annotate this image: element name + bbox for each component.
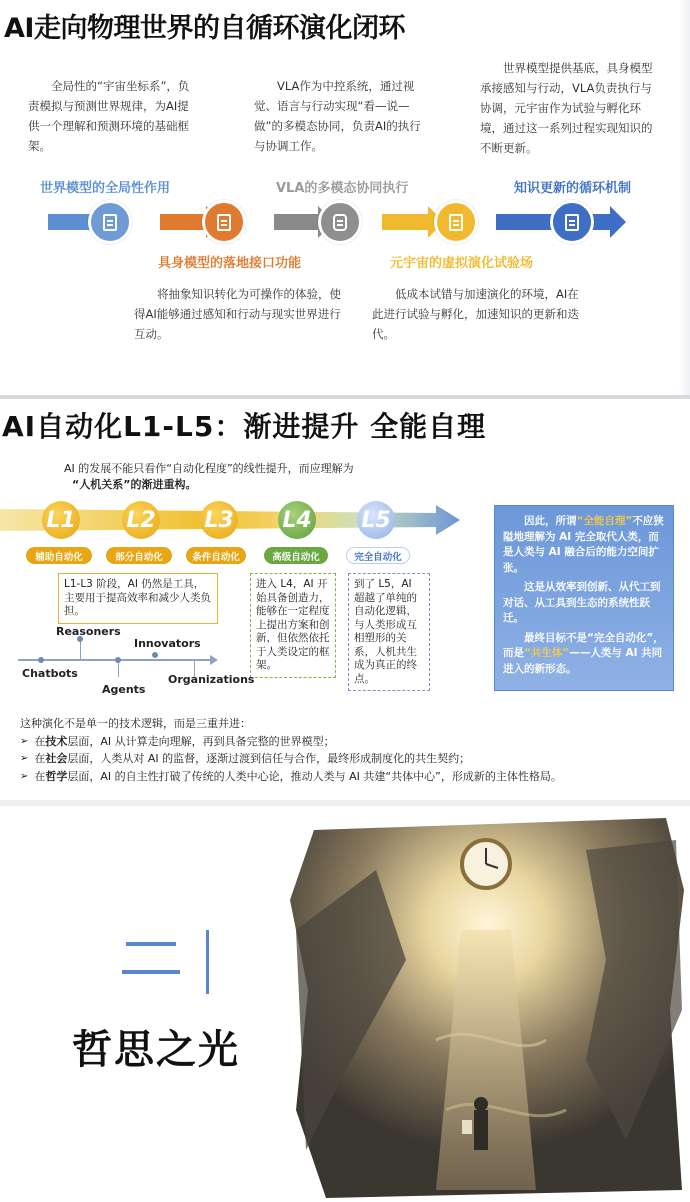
arrow-bullet-icon: ➢ — [20, 770, 29, 782]
timeline-label: Agents — [102, 683, 146, 696]
note-l4: 进入 L4，AI 开始具备创造力，能够在一定程度上提出方案和创新，但依然依托于人类设定的框架。 — [250, 573, 336, 678]
flow-segment — [274, 214, 320, 230]
list-item-keyword: 技术 — [45, 734, 68, 748]
intro-text — [64, 461, 354, 493]
timeline-stem — [80, 639, 81, 659]
conclusion-p3-c: ——人类与 AI 共同进入的新形态。 — [503, 647, 663, 675]
page-edge-shadow — [680, 0, 690, 395]
arrow-bullet-icon: ➢ — [20, 753, 29, 764]
note-l1-l3: L1-L3 阶段，AI 仍然是工具，主要用于提高效率和减少人类负担。 — [58, 573, 218, 624]
vla-description: VLA作为中控系统，通过视觉、语言与行动实现“看—说—做”的多模态协同，负责AI的执行与协调工作。 — [254, 79, 421, 153]
highlight-full-autonomy: “全能自理” — [576, 515, 633, 527]
conclusion-box — [494, 505, 674, 691]
intro-line-1: AI 的发展不能只看作“自动化程度”的线性提升，而应理解为 — [64, 462, 354, 475]
knowledge-update-description: 世界模型提供基底，具身模型承接感知与行动，VLA负责执行与协调，元宇宙作为试验与孵化环境，通过这一系列过程实现知识的不断更新。 — [480, 61, 653, 155]
section-automation-levels — [0, 399, 690, 800]
list-item-pre: 在 — [34, 769, 46, 783]
list-item-keyword: 社会 — [45, 752, 68, 765]
level-badge-l4: L4 — [278, 501, 316, 539]
document-icon — [88, 200, 132, 244]
label-metaverse: 元宇宙的虚拟演化试验场 — [390, 256, 534, 271]
label-knowledge-loop: 知识更新的循环机制 — [514, 181, 632, 196]
level-badge-l1: L1 — [42, 501, 80, 539]
timeline-label: Innovators — [134, 637, 201, 650]
label-vla: VLA的多模态协同执行 — [276, 181, 409, 196]
tag-full: 完全自动化 — [346, 547, 410, 564]
conclusion-p1-a: 因此，所谓 — [524, 515, 577, 527]
chat-icon — [318, 200, 362, 244]
folder-icon — [202, 200, 246, 244]
level-badge-l3: L3 — [200, 501, 238, 539]
list-item-text: 层面，人类从对 AI 的监督，逐渐过渡到信任与合作，最终形成制度化的共生契约； — [67, 752, 471, 765]
section1-title: AI走向物理世界的自循环演化闭环 — [4, 13, 405, 44]
tag-advanced: 高级自动化 — [264, 547, 328, 564]
list-item — [20, 750, 562, 768]
timeline-point — [115, 657, 121, 663]
timeline-label: Chatbots — [22, 667, 78, 680]
section2-title: AI自动化L1-L5：渐进提升 全能自理 — [2, 410, 487, 443]
list-item-pre: 在 — [34, 734, 46, 748]
flow-segment — [160, 214, 208, 230]
accent-divider — [206, 930, 209, 994]
label-embodied-model: 具身模型的落地接口功能 — [158, 256, 302, 271]
chapter-title: 哲思之光 — [72, 1027, 240, 1073]
level-badge-l5: L5 — [357, 501, 395, 539]
timeline-point — [152, 652, 158, 658]
list-item-text: 层面，AI 的自主性打破了传统的人类中心论，推动人类与 AI 共建“共体中心”，形成新的主体性格局。 — [67, 769, 562, 783]
list-item-text: 层面，AI 从计算走向理解，再到具备完整的世界模型； — [67, 734, 335, 748]
tag-conditional: 条件自动化 — [186, 547, 246, 564]
metaverse-description: 低成本试错与加速演化的环境，AI在此进行试验与孵化，加速知识的更新和迭代。 — [372, 287, 579, 341]
highlight-symbiont: “共生体” — [524, 647, 570, 659]
arrow-bullet-icon: ➢ — [20, 735, 29, 747]
list-item — [20, 733, 562, 751]
section-philosophy-cover — [0, 806, 690, 1202]
surreal-clock-illustration — [286, 810, 686, 1200]
timeline-label: Organizations — [168, 673, 255, 686]
level-badge-l2: L2 — [122, 501, 160, 539]
world-model-description: 全局性的“宇宙坐标系”，负责模拟与预测世界规律，为AI提供一个理解和预测环境的基础框架。 — [28, 79, 190, 153]
conclusion-p2: 这是从效率到创新、从代工到对话、从工具到生态的系统性跃迁。 — [503, 581, 661, 624]
note-l5: 到了 L5，AI 超越了单纯的自动化逻辑，与人类形成互相塑形的关系，人机共生成为真正的终点。 — [348, 573, 430, 691]
list-item — [20, 768, 562, 786]
embodied-model-description: 将抽象知识转化为可操作的体验，使得AI能够通过感知和行动与现实世界进行互动。 — [134, 287, 341, 341]
list-item-keyword: 哲学 — [45, 769, 68, 783]
list-item-pre: 在 — [34, 752, 46, 765]
three-dimension-list — [20, 715, 562, 785]
chapter-numeral-two — [122, 936, 180, 978]
label-world-model: 世界模型的全局性作用 — [40, 181, 171, 196]
loop-flow — [48, 198, 648, 248]
conclusion-p3 — [503, 631, 665, 678]
document-icon — [434, 200, 478, 244]
conclusion-p1 — [503, 514, 665, 576]
timeline-label: Reasoners — [56, 625, 121, 638]
conclusion-p3-a: 最终目标不是“完全自动化”，而是 — [503, 631, 664, 659]
medical-bag-icon — [550, 200, 594, 244]
timeline-point — [38, 657, 44, 663]
tag-partial: 部分自动化 — [106, 547, 172, 564]
tag-assisted: 辅助自动化 — [26, 547, 92, 564]
trio-intro: 这种演化不是单一的技术逻辑，而是三重并进： — [20, 717, 251, 730]
flow-segment — [382, 214, 430, 230]
intro-line-2: “人机关系”的渐进重构。 — [72, 478, 197, 491]
section-world-model-loop — [0, 0, 690, 395]
conclusion-p1-c: 不应狭隘地理解为 AI 完全取代人类，而是人类与 AI 融合后的能力空间扩张。 — [503, 515, 664, 574]
